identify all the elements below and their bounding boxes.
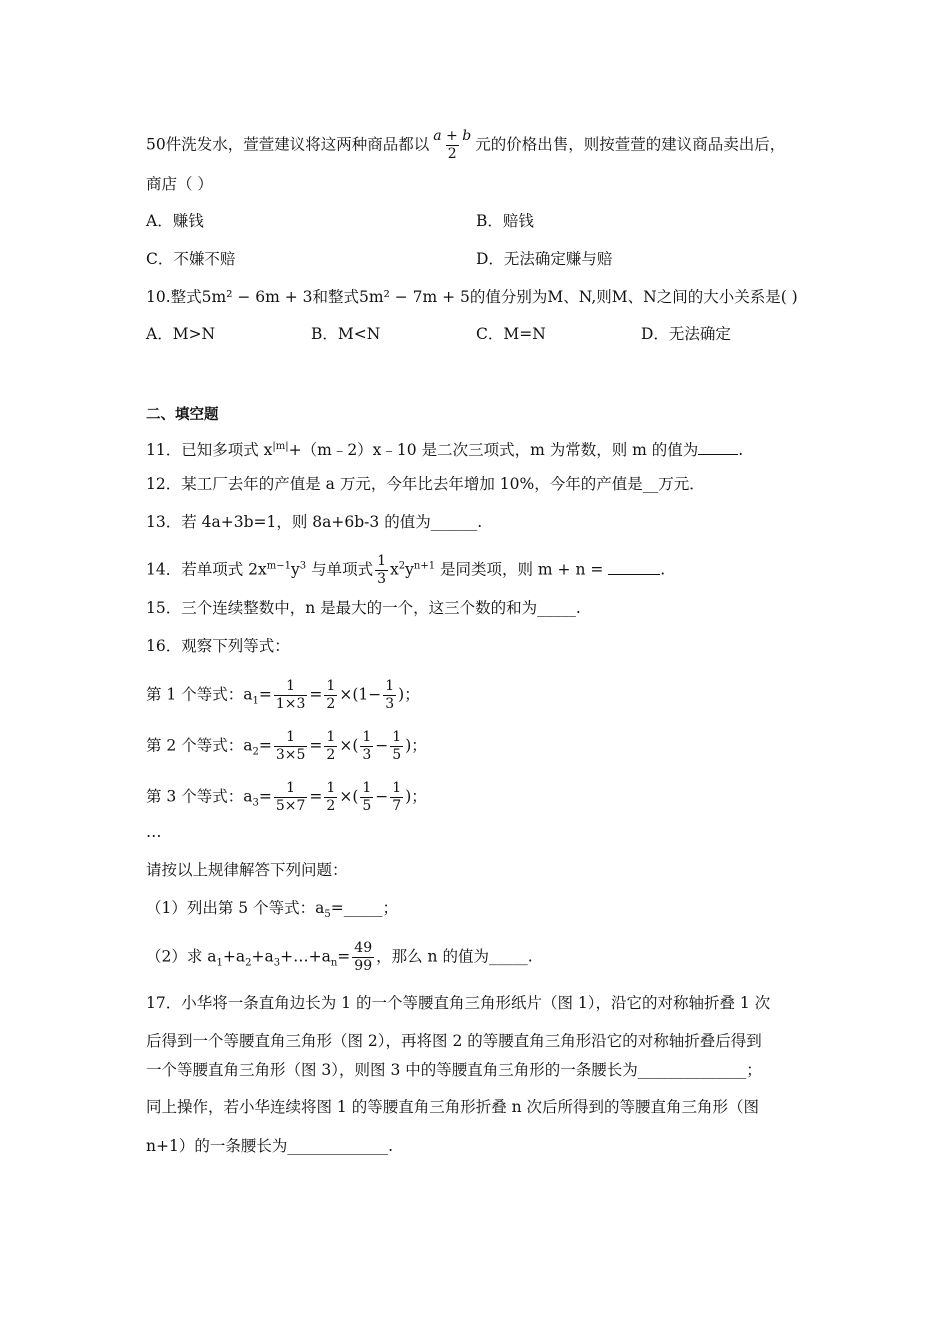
eq1-times: × [339,685,353,704]
q16-equation-1: 第 1 个等式：$a_1=$ $\frac{1}{1\times 3}$ = $\frac{1}{2}$ ×(1− $\frac{1}{3}$ )； [146,678,420,712]
q16-ellipsis: … [146,823,162,841]
q11-answer-blank[interactable] [698,440,738,455]
eq3-label: 第 3 个等式：a [146,787,253,806]
q14-frac-den: 3 [377,571,386,587]
eq1-frac-c-num: 1 [385,678,395,694]
eq3-frac-c [360,780,373,815]
eq3-frac-a [274,780,308,815]
eq3-frac-d-num: 1 [392,780,402,796]
eq3-frac-d [390,780,403,815]
q13: 13．若 4a+3b=1，则 8a+6b-3 的值为______. [146,513,483,531]
q10-option-a: A．M>N [146,325,216,343]
q9-text-a: 50件洗发水，萱萱建议将这两种商品都以 [146,135,430,154]
eq1-frac-a-num: 1 [286,678,296,694]
eq1-sub: 1 [252,695,259,707]
eq1-frac-c-den: 3 [385,696,395,712]
eq2-times: × [339,736,353,755]
eq2-frac-c [360,729,373,764]
q11-exponent: |m| [272,441,289,452]
p2-eq: = [337,947,351,966]
q14-text-a: 14．若单项式 2x [146,560,267,579]
q16-stem: 16．观察下列等式： [146,637,290,655]
q14-frac-num: 1 [377,553,386,569]
p2-sub3: 3 [273,957,281,969]
p2-text-c: +a [251,947,274,966]
q16-prompt: 请按以上规律解答下列问题： [146,861,348,879]
eq1-frac-a-den: 1×3 [275,696,306,712]
p2-frac-den: 99 [354,958,373,974]
eq2-sub: 2 [252,746,259,758]
q10-option-d: D．无法确定 [641,325,731,343]
q9-option-b: B．赔钱 [476,212,534,230]
q16-equation-3: 第 3 个等式：$a_3=$ $\frac{1}{5\times 7}$ = $\frac{1}{2}$ ×( $\frac{1}{5}$ − $\frac{1}{7}$ )； [146,780,427,814]
eq3-frac-b-num: 1 [326,780,336,796]
q16-part-1 [146,898,398,925]
q11-text-c: . [738,441,744,460]
q14-exp4: n+1 [413,560,436,572]
eq1-frac-c [383,678,396,713]
p1-text-a: （1）列出第 5 个等式：a [146,899,325,917]
q9-option-a: A．赚钱 [146,212,204,230]
q14-text-e: y [405,560,414,579]
p2-text-d: +…+a [280,947,331,966]
q14-exp2: 3 [299,560,307,572]
q14-answer-blank[interactable] [608,560,660,575]
eq1-frac-b-num: 1 [326,678,336,694]
q9-fraction [431,128,473,163]
q9-line1 [146,128,785,163]
p2-sub1: 1 [216,957,223,969]
eq2-label: 第 2 个等式：a [146,736,253,755]
q9-text-b: 元的价格出售，则按萱萱的建议商品卖出后， [475,135,786,154]
eq1-frac-a [274,678,308,713]
q17-line-5: n+1）的一条腰长为_____________. [146,1137,394,1155]
q10-option-c: C．M=N [476,325,546,343]
eq1-frac-b [324,678,337,713]
eq3-frac-a-num: 1 [286,780,296,796]
eq2-frac-a-num: 1 [286,729,296,745]
eq2-frac-d-num: 1 [392,729,402,745]
eq3-frac-a-den: 5×7 [275,798,306,814]
q15: 15．三个连续整数中，n 是最大的一个，这三个数的和为_____. [146,599,581,617]
eq1-frac-b-den: 2 [326,696,336,712]
eq1-label: 第 1 个等式：a [146,685,253,704]
eq2-frac-b [324,729,337,764]
eq2-frac-c-num: 1 [362,729,372,745]
q11-text-b: +（m﹣2）x﹣10 是二次三项式，m 为常数，则 m 的值为 [288,441,699,460]
q10-stem: 10.整式5m² − 6m + 3和整式5m² − 7m + 5的值分别为M、N,则M、N之间的大小关系是( ) [146,288,798,306]
eq2-frac-a-den: 3×5 [275,747,306,763]
p2-sub2: 2 [245,957,252,969]
eq3-frac-d-den: 7 [392,798,402,814]
eq2-frac-d [390,729,403,764]
q9-frac-den: 2 [447,146,457,162]
eq2-frac-c-den: 3 [362,747,372,763]
p2-text-b: +a [222,947,246,966]
q9-option-d: D．无法确定赚与赔 [476,250,613,268]
q16-part-2 [146,940,533,975]
q9-line2: 商店（ ） [146,175,213,193]
p2-sub-n: n [330,957,338,969]
p1-sub: 5 [324,909,331,921]
q9-option-c: C．不嫌不赔 [146,250,236,268]
eq2-frac-b-num: 1 [326,729,336,745]
q17-line-2: 后得到一个等腰直角三角形（图 2），再将图 2 的等腰直角三角形沿它的对称轴折叠后得到 [146,1032,762,1050]
eq2-frac-b-den: 2 [326,747,336,763]
p2-text-e: ，那么 n 的值为_____. [376,947,533,966]
q14-text-b: y [291,560,300,579]
q14-text-g: . [660,560,666,579]
q16-equation-2: 第 2 个等式：$a_2=$ $\frac{1}{3\times 5}$ = $\frac{1}{2}$ ×( $\frac{1}{3}$ − $\frac{1}{5}$ )； [146,729,427,763]
q11 [146,437,743,460]
q14 [146,553,665,588]
p1-text-b: =_____； [330,899,398,917]
q14-fraction [375,553,388,588]
q14-text-f: 是同类项，则 m + n = [435,560,609,579]
eq3-sub: 3 [252,797,259,809]
eq3-frac-c-num: 1 [362,780,372,796]
p2-text-a: （2）求 a [146,947,217,966]
eq2-frac-d-den: 5 [392,747,402,763]
q17-line-1: 17．小华将一条直角边长为 1 的一个等腰直角三角形纸片（图 1），沿它的对称轴折叠 1 次 [146,994,771,1012]
q12: 12．某工厂去年的产值是 a 万元，今年比去年增加 10%，今年的产值是__万元． [146,475,705,493]
q10-option-b: B．M<N [311,325,381,343]
section-title: 二、填空题 [146,407,219,423]
q11-text-a: 11．已知多项式 x [146,441,273,460]
q14-text-c: 与单项式 [306,560,374,579]
p2-fraction [352,940,374,975]
q14-exp3: 2 [398,560,406,572]
eq3-frac-b [324,780,337,815]
q17-line-4: 同上操作，若小华连续将图 1 的等腰直角三角形折叠 n 次后所得到的等腰直角三角形（图 [146,1098,760,1116]
q14-exp1: m−1 [266,560,291,572]
eq3-frac-c-den: 5 [362,798,372,814]
q9-frac-num: a + b [433,128,472,144]
q17-line-3: 一个等腰直角三角形（图 3），则图 3 中的等腰直角三角形的一条腰长为______________； [146,1061,762,1079]
q14-text-d: x [390,560,399,579]
eq3-frac-b-den: 2 [326,798,336,814]
p2-frac-num: 49 [354,940,373,956]
eq3-times: × [339,787,353,806]
eq2-frac-a [274,729,308,764]
